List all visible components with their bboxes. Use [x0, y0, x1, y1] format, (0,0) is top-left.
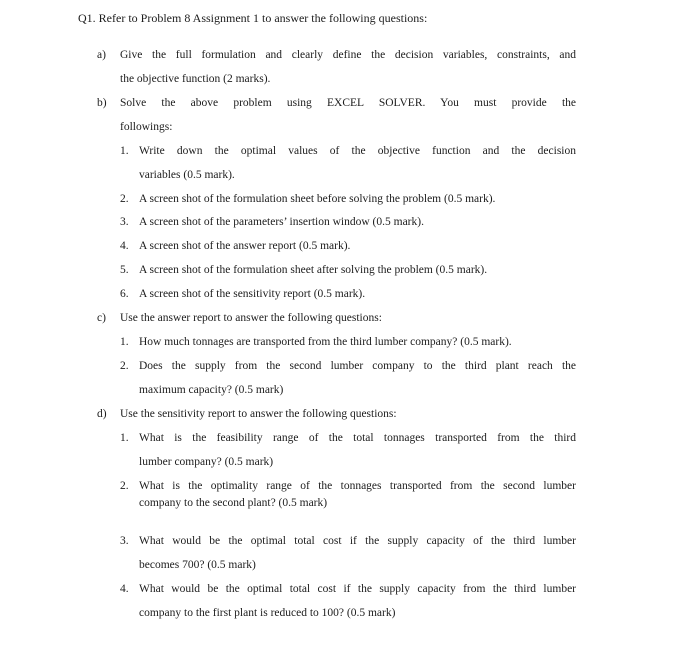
part-b-label: b) — [97, 97, 107, 109]
list-item-text: company to the first plant is reduced to 100? (0.5 mark) — [139, 607, 396, 619]
part-d-label: d) — [97, 408, 107, 420]
list-item-text: What is the optimality range of the tonnages transported from the second lumber — [139, 480, 576, 492]
list-item-text: A screen shot of the formulation sheet after solving the problem (0.5 mark). — [139, 264, 488, 276]
question-title: Q1. Refer to Problem 8 Assignment 1 to answer the following questions: — [78, 11, 428, 25]
list-item-text: A screen shot of the answer report (0.5 mark). — [139, 240, 351, 252]
part-c-label: c) — [97, 312, 106, 324]
list-item-text: Does the supply from the second lumber company to the third plant reach the — [139, 360, 576, 372]
list-item-text: company to the second plant? (0.5 mark) — [139, 497, 328, 509]
list-item-number: 3. — [120, 216, 129, 228]
list-item-number: 6. — [120, 288, 129, 300]
part-b-line-1: Solve the above problem using EXCEL SOLVER. You must provide the — [120, 97, 576, 109]
list-item-number: 4. — [120, 583, 129, 595]
part-d-line-1: Use the sensitivity report to answer the following questions: — [120, 408, 397, 420]
list-item-text: lumber company? (0.5 mark) — [139, 456, 274, 468]
list-item-number: 1. — [120, 432, 129, 444]
list-item-text: A screen shot of the parameters’ insertion window (0.5 mark). — [139, 216, 424, 228]
list-item-text: What would be the optimal total cost if the supply capacity of the third lumber — [139, 535, 576, 547]
list-item-number: 1. — [120, 145, 129, 157]
list-item-number: 2. — [120, 193, 129, 205]
list-item-text: Write down the optimal values of the objective function and the decision — [139, 145, 576, 157]
list-item-text: maximum capacity? (0.5 mark) — [139, 384, 284, 396]
list-item-text: becomes 700? (0.5 mark) — [139, 559, 256, 571]
part-a-line-2: the objective function (2 marks). — [120, 73, 271, 85]
list-item-number: 2. — [120, 480, 129, 492]
list-item-text: What would be the optimal total cost if the supply capacity from the third lumber — [139, 583, 576, 595]
list-item-number: 2. — [120, 360, 129, 372]
list-item-number: 1. — [120, 336, 129, 348]
list-item-text: A screen shot of the formulation sheet before solving the problem (0.5 mark). — [139, 193, 496, 205]
list-item-text: variables (0.5 mark). — [139, 169, 235, 181]
list-item-text: A screen shot of the sensitivity report (0.5 mark). — [139, 288, 366, 300]
part-c-line-1: Use the answer report to answer the following questions: — [120, 312, 382, 324]
part-a-line-1: Give the full formulation and clearly define the decision variables, constraints, and — [120, 49, 576, 61]
list-item-text: What is the feasibility range of the total tonnages transported from the third — [139, 432, 576, 444]
list-item-number: 3. — [120, 535, 129, 547]
part-b-line-2: followings: — [120, 121, 173, 133]
list-item-number: 4. — [120, 240, 129, 252]
part-a-label: a) — [97, 49, 106, 61]
list-item-number: 5. — [120, 264, 129, 276]
list-item-text: How much tonnages are transported from the third lumber company? (0.5 mark). — [139, 336, 512, 348]
